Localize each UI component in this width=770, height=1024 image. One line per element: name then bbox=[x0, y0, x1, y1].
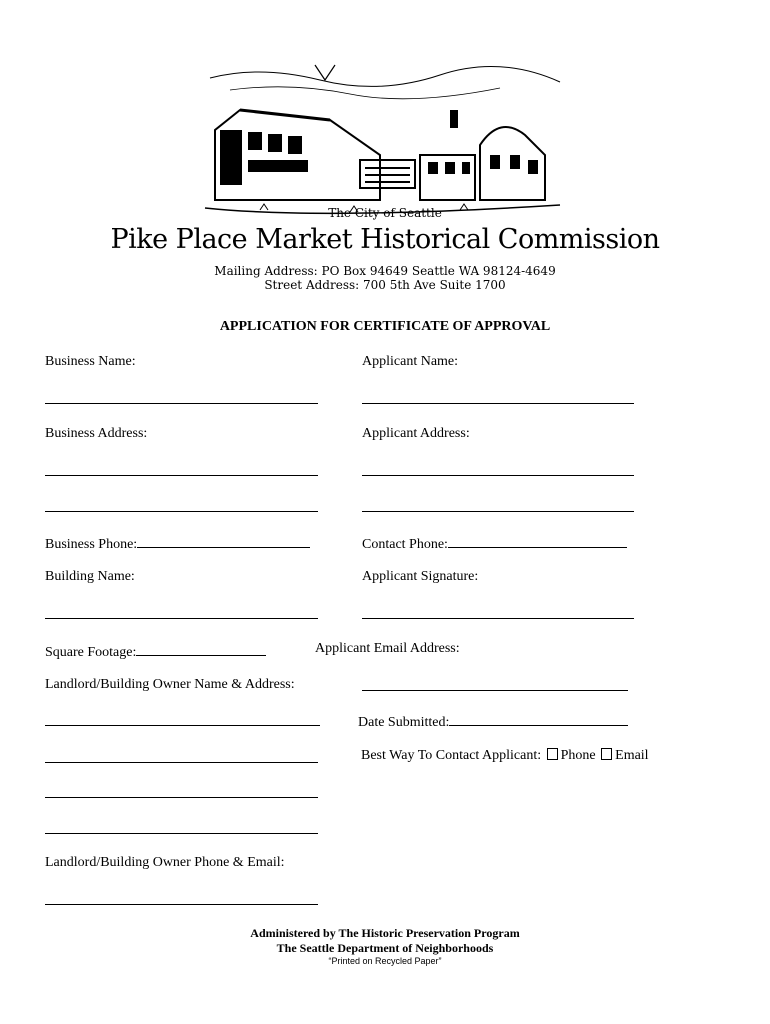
date-submitted-row bbox=[358, 711, 628, 731]
letterhead bbox=[105, 40, 665, 315]
contact-phone-label: Contact Phone: bbox=[362, 537, 448, 552]
best-way-contact-row bbox=[361, 748, 649, 764]
square-footage-row bbox=[45, 641, 266, 661]
footer-recycled-note: “Printed on Recycled Paper” bbox=[328, 956, 442, 966]
footer-administered-by: Administered by The Historic Preservation Program bbox=[250, 926, 520, 940]
landlord-phone-email-field[interactable] bbox=[45, 904, 318, 905]
email-checkbox[interactable] bbox=[601, 748, 612, 760]
applicant-address-field-1[interactable] bbox=[362, 475, 634, 476]
business-address-field-2[interactable] bbox=[45, 511, 318, 512]
applicant-name-field[interactable] bbox=[362, 403, 634, 404]
business-phone-field[interactable] bbox=[137, 533, 310, 548]
phone-checkbox[interactable] bbox=[547, 748, 558, 760]
landlord-name-address-field-4[interactable] bbox=[45, 833, 318, 834]
contact-phone-row bbox=[362, 533, 627, 553]
email-option-label: Email bbox=[615, 748, 649, 763]
footer-department: The Seattle Department of Neighborhoods bbox=[276, 941, 494, 955]
business-phone-row bbox=[45, 533, 310, 553]
applicant-address-label: Applicant Address: bbox=[362, 426, 470, 441]
landlord-name-address-label: Landlord/Building Owner Name & Address: bbox=[45, 677, 295, 692]
applicant-signature-field[interactable] bbox=[362, 618, 634, 619]
business-address-label: Business Address: bbox=[45, 426, 148, 441]
landlord-name-address-field-1[interactable] bbox=[45, 725, 320, 726]
form-title: APPLICATION FOR CERTIFICATE OF APPROVAL bbox=[219, 319, 551, 334]
square-footage-field[interactable] bbox=[136, 641, 266, 656]
date-submitted-field[interactable] bbox=[449, 711, 628, 726]
applicant-signature-label: Applicant Signature: bbox=[362, 569, 479, 584]
business-phone-label: Business Phone: bbox=[45, 537, 138, 552]
square-footage-label: Square Footage: bbox=[45, 645, 137, 660]
phone-option-label: Phone bbox=[560, 748, 596, 763]
building-name-label: Building Name: bbox=[45, 569, 135, 584]
letterhead-mailing-address: Mailing Address: PO Box 94649 Seattle WA 98124-4649 bbox=[214, 264, 556, 278]
contact-phone-field[interactable] bbox=[448, 533, 627, 548]
applicant-email-field[interactable] bbox=[362, 690, 628, 691]
market-illustration bbox=[200, 60, 570, 220]
landlord-phone-email-label: Landlord/Building Owner Phone & Email: bbox=[45, 855, 285, 870]
letterhead-street-address: Street Address: 700 5th Ave Suite 1700 bbox=[264, 278, 506, 292]
landlord-name-address-field-2[interactable] bbox=[45, 762, 318, 763]
business-name-field[interactable] bbox=[45, 403, 318, 404]
applicant-email-label: Applicant Email Address: bbox=[315, 641, 460, 656]
business-address-field-1[interactable] bbox=[45, 475, 318, 476]
landlord-name-address-field-3[interactable] bbox=[45, 797, 318, 798]
applicant-name-label: Applicant Name: bbox=[362, 354, 459, 369]
applicant-address-field-2[interactable] bbox=[362, 511, 634, 512]
letterhead-city: The City of Seattle bbox=[328, 206, 442, 220]
date-submitted-label: Date Submitted: bbox=[358, 715, 450, 730]
letterhead-commission: Pike Place Market Historical Commission bbox=[110, 224, 660, 255]
business-name-label: Business Name: bbox=[45, 354, 136, 369]
best-way-contact-label: Best Way To Contact Applicant: bbox=[361, 748, 542, 763]
building-name-field[interactable] bbox=[45, 618, 318, 619]
